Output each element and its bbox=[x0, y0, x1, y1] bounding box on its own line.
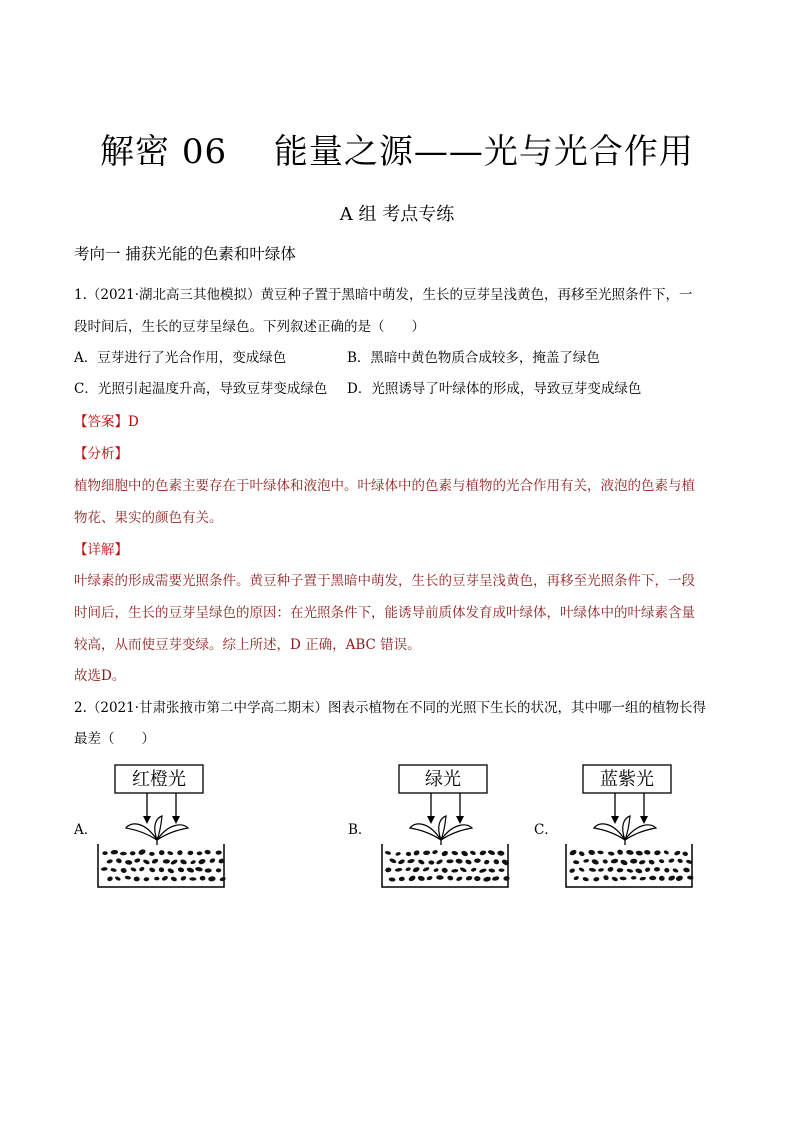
soil-particle bbox=[159, 850, 165, 855]
soil-particle bbox=[455, 858, 463, 864]
soil-particle bbox=[433, 868, 439, 873]
soil-particle bbox=[180, 875, 187, 881]
soil-particle bbox=[408, 875, 417, 883]
soil-particle bbox=[208, 876, 216, 882]
soil-particle bbox=[465, 859, 473, 866]
soil-particle bbox=[635, 868, 643, 874]
soil-particle bbox=[664, 867, 670, 873]
soil-particle bbox=[163, 859, 170, 864]
soil-particle bbox=[413, 849, 421, 856]
soil-particle bbox=[620, 859, 629, 866]
soil-particle bbox=[456, 876, 463, 882]
soil-particle bbox=[487, 849, 495, 856]
soil-particle bbox=[154, 877, 159, 881]
figure-b-label: B． bbox=[348, 822, 372, 838]
soil-particle bbox=[626, 849, 634, 855]
q1-answer bbox=[74, 410, 139, 430]
soil-particle bbox=[395, 868, 403, 873]
soil-particle bbox=[649, 876, 656, 880]
soil-particle bbox=[469, 850, 476, 856]
soil-particle bbox=[639, 876, 646, 881]
soil-particle bbox=[479, 868, 487, 874]
soil-particle bbox=[492, 876, 500, 882]
soil-particle bbox=[167, 851, 174, 856]
soil-particle bbox=[130, 867, 137, 873]
soil-particle bbox=[583, 859, 589, 864]
soil-particle bbox=[451, 850, 458, 855]
soil-particle bbox=[589, 867, 597, 872]
soil-particle bbox=[674, 850, 681, 856]
figure-a-diagram bbox=[96, 760, 228, 890]
soil-particles bbox=[569, 849, 694, 882]
soil-particles bbox=[101, 848, 226, 882]
soil-particle bbox=[428, 860, 435, 865]
soil-particle bbox=[219, 876, 226, 881]
soil-particle bbox=[474, 876, 481, 882]
figure-a-label: A． bbox=[74, 822, 98, 838]
soil-particle bbox=[198, 858, 206, 865]
soil-particle bbox=[503, 876, 510, 881]
soil-particle bbox=[432, 849, 438, 854]
light-label-text: 蓝紫光 bbox=[600, 769, 654, 790]
soil-particle bbox=[631, 876, 637, 880]
soil-particle bbox=[602, 874, 609, 881]
soil-particle bbox=[668, 858, 675, 864]
q1-analysis-line-2: 物花、果实的颜色有关。 bbox=[74, 510, 223, 526]
soil-particle bbox=[215, 850, 221, 855]
soil-particle bbox=[668, 875, 676, 882]
soil-particle bbox=[644, 867, 651, 873]
soil-particle bbox=[399, 876, 406, 881]
soil-particle bbox=[107, 876, 114, 882]
soil-particle bbox=[638, 859, 645, 865]
page-title: 解密 06 能量之源——光与光合作用 bbox=[100, 132, 694, 172]
soil-particle bbox=[459, 867, 467, 873]
soil-particle bbox=[417, 859, 425, 866]
soil-particle bbox=[205, 868, 212, 873]
soil-particle bbox=[672, 868, 679, 874]
soil-particle bbox=[451, 869, 458, 873]
q1-detail-line-2: 时间后，生长的豆芽呈绿色的原因：在光照条件下，能诱导前质体发育成叶绿体，叶绿体中的叶绿素含量 bbox=[74, 605, 695, 621]
soil-particle bbox=[115, 858, 122, 864]
soil-particle bbox=[593, 877, 600, 882]
figure-c-label: C． bbox=[534, 822, 558, 838]
soil-particle bbox=[630, 859, 637, 864]
soil-particle bbox=[617, 868, 624, 873]
q1-stem-line-1: 1.（2021·湖北高三其他模拟）黄豆种子置于黑暗中萌发，生长的豆芽呈浅黄色，再移至光照条件下，一 bbox=[74, 287, 693, 303]
soil-particle bbox=[683, 867, 690, 873]
soil-particle bbox=[111, 850, 119, 855]
figure-c-diagram bbox=[564, 760, 696, 890]
soil-particle bbox=[407, 858, 415, 863]
soil-particle bbox=[659, 875, 666, 881]
q1-option-d: D．光照诱导了叶绿体的形成，导致豆芽变成绿色 bbox=[347, 381, 642, 397]
soil-particle bbox=[569, 868, 576, 874]
soil-particle bbox=[216, 868, 222, 872]
soil-particle bbox=[167, 867, 175, 874]
soil-particle bbox=[385, 867, 392, 873]
soil-particle bbox=[616, 849, 623, 856]
soil-particle bbox=[436, 875, 444, 880]
soil-particle bbox=[406, 852, 412, 857]
soil-particle bbox=[675, 875, 683, 882]
q1-option-a: A．豆芽进行了光合作用，变成绿色 bbox=[74, 350, 287, 366]
q1-stem-line-2: 段时间后，生长的豆芽呈绿色。下列叙述正确的是（ ） bbox=[74, 319, 425, 335]
soil-particle bbox=[130, 851, 136, 855]
soil-particle bbox=[663, 850, 669, 856]
soil-particle bbox=[197, 851, 203, 855]
soil-particle bbox=[423, 850, 430, 855]
section-heading: 考向一 捕获光能的色素和叶绿体 bbox=[74, 245, 296, 263]
soil-particle bbox=[186, 867, 195, 874]
soil-particle bbox=[110, 868, 117, 873]
soil-particle bbox=[114, 876, 121, 882]
soil-particle bbox=[573, 860, 580, 865]
soil-particle bbox=[397, 858, 405, 865]
q1-detail-line-3: 较高，从而使豆芽变绿。综上所述，D 正确，ABC 错误。 bbox=[74, 637, 421, 653]
group-heading: A 组 考点专练 bbox=[339, 204, 455, 225]
soil-particle bbox=[106, 859, 113, 864]
q1-detail-line-1: 叶绿素的形成需要光照条件。黄豆种子置于黑暗中萌发，生长的豆芽呈浅黄色，再移至光照条件下，一段 bbox=[74, 573, 695, 589]
soil-particle bbox=[470, 867, 476, 872]
soil-particle bbox=[497, 850, 504, 856]
soil-particle bbox=[608, 851, 615, 856]
soil-particle bbox=[200, 876, 206, 881]
soil-particle bbox=[161, 875, 169, 882]
soil-particle bbox=[493, 858, 500, 865]
soil-particle bbox=[189, 877, 196, 881]
soil-particle bbox=[417, 875, 425, 882]
soil-particle bbox=[578, 850, 585, 856]
q1-option-b: B．黑暗中黄色物质合成较多，掩盖了绿色 bbox=[347, 350, 600, 366]
soil-particle bbox=[412, 866, 420, 873]
soil-particle bbox=[177, 850, 184, 856]
soil-particle bbox=[446, 859, 453, 863]
soil-particle bbox=[102, 851, 108, 855]
soil-particle bbox=[582, 876, 589, 881]
soil-particle bbox=[426, 875, 433, 881]
soil-particle bbox=[177, 867, 184, 873]
q1-option-c: C．光照引起温度升高，导致豆芽变成绿色 bbox=[74, 381, 328, 397]
soil-particle bbox=[598, 868, 604, 872]
soil-particle bbox=[602, 859, 608, 864]
soil-particle bbox=[170, 859, 178, 866]
q2-stem-line-2: 最差（ ） bbox=[74, 731, 155, 747]
soil-particle bbox=[578, 867, 585, 873]
soil-particle bbox=[479, 850, 487, 856]
soil-particle bbox=[190, 859, 197, 864]
soil-particle bbox=[125, 860, 133, 866]
soil-particle bbox=[607, 866, 614, 872]
soil-particle bbox=[465, 875, 472, 881]
soil-particle bbox=[142, 859, 150, 866]
soil-particles bbox=[385, 849, 510, 882]
q1-conclusion: 故选D。 bbox=[74, 668, 126, 684]
answer-value: D bbox=[128, 414, 139, 430]
soil-particle bbox=[149, 867, 156, 873]
soil-particle bbox=[180, 859, 188, 866]
soil-particle bbox=[654, 850, 661, 856]
q2-stem-line-1: 2.（2021·甘肃张掖市第二中学高二期末）图表示植物在不同的光照下生长的状况，其中哪一组的植物长得 bbox=[74, 700, 707, 716]
soil-particle bbox=[134, 858, 141, 864]
seedling-icon bbox=[126, 816, 188, 845]
q1-analysis-tag: 【分析】 bbox=[74, 446, 128, 462]
soil-particle bbox=[120, 852, 127, 856]
soil-particle bbox=[149, 852, 155, 856]
soil-particle bbox=[591, 858, 600, 865]
soil-particle bbox=[101, 867, 108, 871]
soil-particle bbox=[447, 875, 454, 881]
soil-particle bbox=[626, 868, 633, 873]
soil-particle bbox=[597, 850, 604, 854]
soil-particle bbox=[195, 867, 203, 872]
answer-tag: 【答案】 bbox=[74, 414, 128, 430]
soil-particle bbox=[422, 866, 430, 872]
soil-particle bbox=[138, 866, 145, 872]
seedling-icon bbox=[594, 816, 656, 845]
soil-particle bbox=[610, 858, 618, 864]
soil-particle bbox=[611, 876, 618, 882]
figure-b-diagram bbox=[380, 760, 512, 890]
soil-particle bbox=[644, 850, 651, 856]
soil-particle bbox=[588, 849, 595, 855]
soil-particle bbox=[385, 850, 392, 855]
seedling-icon bbox=[410, 816, 472, 845]
soil-particle bbox=[436, 859, 444, 866]
soil-particle bbox=[204, 849, 211, 854]
soil-particle bbox=[654, 867, 660, 872]
soil-particle bbox=[619, 876, 626, 880]
soil-particle bbox=[677, 858, 684, 864]
soil-particle bbox=[483, 876, 491, 882]
soil-particle bbox=[395, 851, 401, 856]
light-label-text: 绿光 bbox=[425, 769, 461, 790]
soil-particle bbox=[441, 850, 449, 857]
soil-particle bbox=[124, 875, 131, 880]
soil-particle bbox=[573, 875, 579, 881]
soil-particle bbox=[441, 867, 448, 873]
soil-particle bbox=[388, 877, 395, 882]
soil-particle bbox=[682, 851, 688, 857]
q1-detail-tag: 【详解】 bbox=[74, 542, 128, 558]
soil-particle bbox=[498, 868, 504, 872]
soil-particle bbox=[151, 858, 159, 865]
soil-particle bbox=[569, 849, 578, 857]
soil-particle bbox=[488, 868, 495, 873]
soil-particle bbox=[648, 859, 655, 865]
soil-particle bbox=[460, 850, 468, 857]
soil-particle bbox=[120, 867, 127, 873]
soil-particle bbox=[405, 867, 411, 872]
soil-particle bbox=[658, 859, 664, 864]
soil-particle bbox=[389, 857, 397, 864]
soil-particle bbox=[143, 877, 149, 881]
soil-particle bbox=[158, 867, 164, 873]
q1-analysis-line-1: 植物细胞中的色素主要存在于叶绿体和液泡中。叶绿体中的色素与植物的光合作用有关，液泡的色素与植 bbox=[74, 478, 695, 494]
soil-particle bbox=[187, 850, 193, 855]
soil-particle bbox=[635, 850, 643, 856]
soil-particle bbox=[133, 876, 139, 881]
soil-particle bbox=[483, 859, 490, 865]
light-label-text: 红橙光 bbox=[132, 769, 186, 790]
soil-particle bbox=[474, 858, 481, 863]
soil-particle bbox=[138, 848, 147, 855]
soil-particle bbox=[209, 857, 216, 863]
soil-particle bbox=[170, 876, 177, 882]
